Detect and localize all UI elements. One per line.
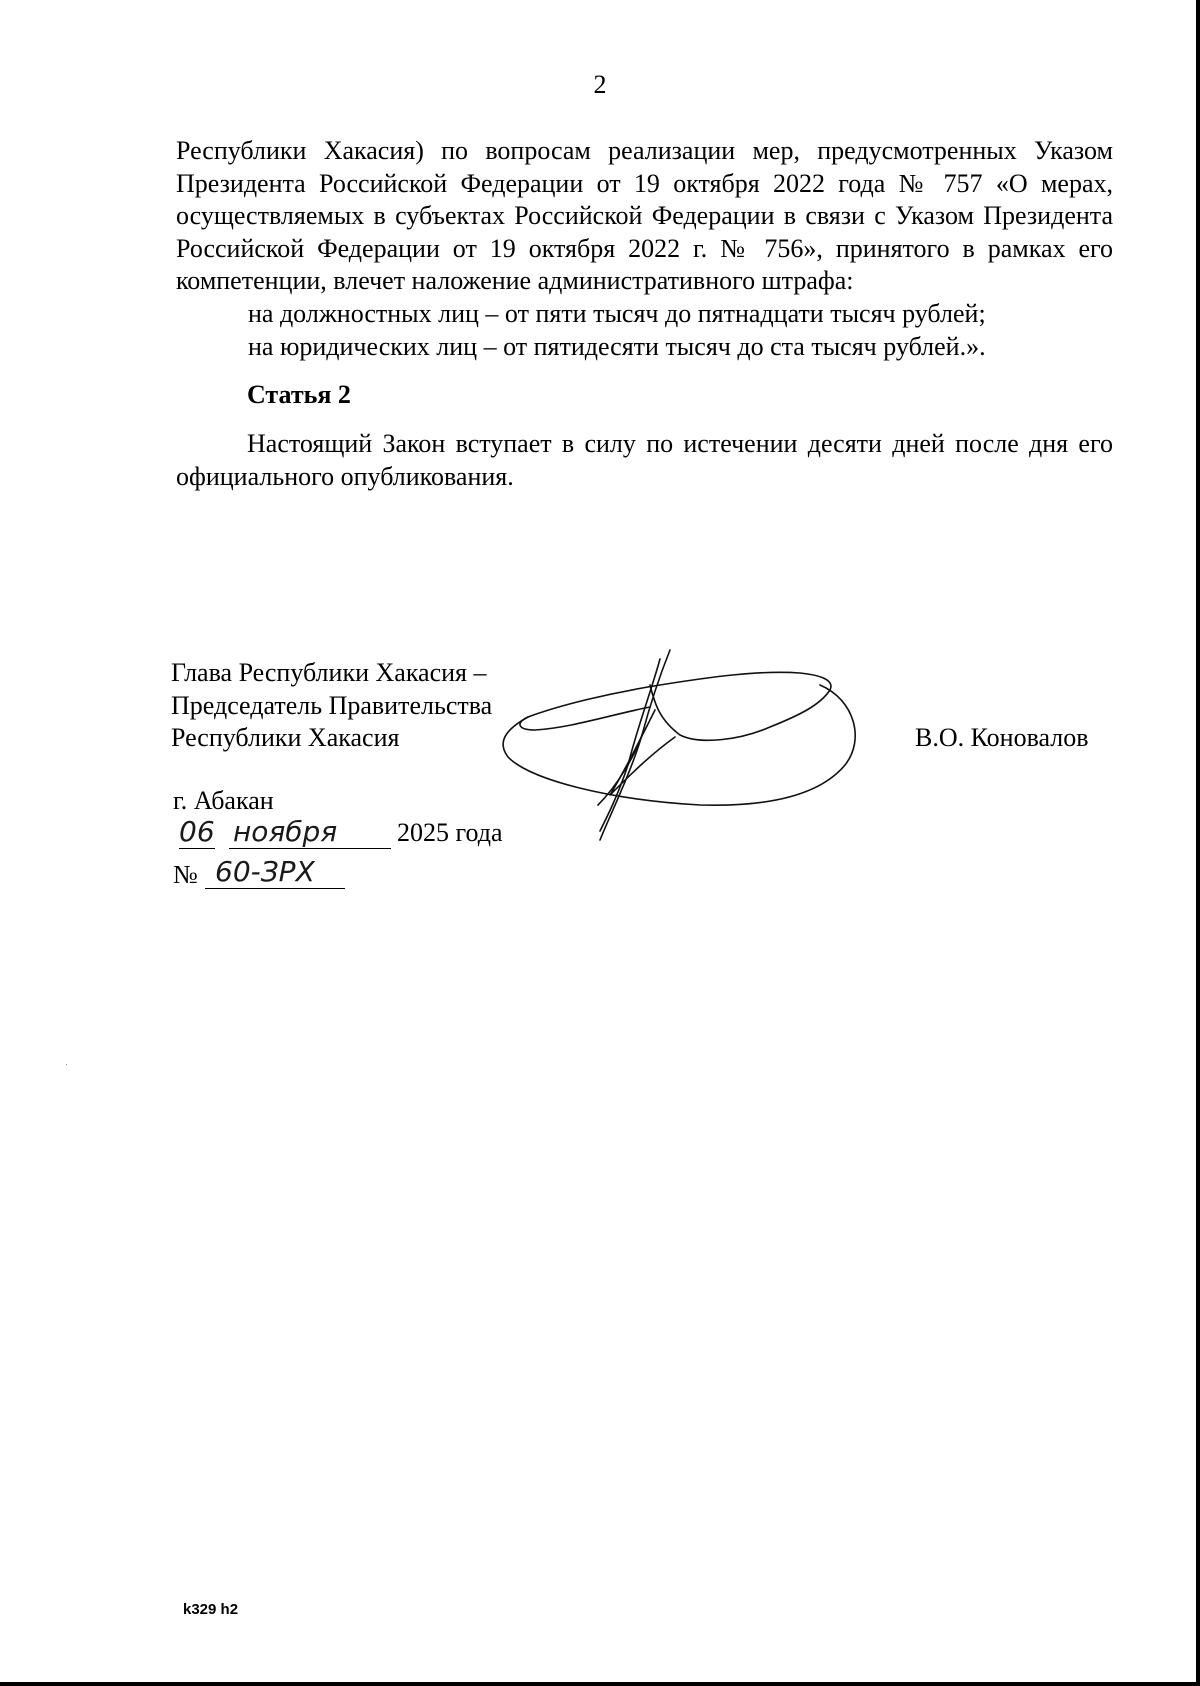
signatory-title xyxy=(171,657,492,755)
article-paragraph: Настоящий Закон вступает в силу по истечении десяти дней после дня его официального опубликования. xyxy=(176,429,1113,491)
law-text-continuation xyxy=(176,135,1113,363)
continuation-paragraph: Республики Хакасия) по вопросам реализации мер, предусмотренных Указом Президента Российской Федерации от 19 октября 2022 года № 757 «О мерах, осуществляемых в субъектах Российской Федерации в связи с Указом Президента Российской Федерации от 19 октября 2022 г. № 756», принятого в рамках его компетенции, влечет наложение административного штрафа: xyxy=(176,136,1113,296)
scan-speck xyxy=(66,1064,67,1065)
signing-place: г. Абакан xyxy=(173,786,274,815)
date-month: ноября xyxy=(229,816,391,849)
article-heading: Статья 2 xyxy=(247,380,351,409)
article-body xyxy=(176,428,1113,493)
number-value: 60-ЗРХ xyxy=(205,856,345,889)
signatory-name: В.О. Коновалов xyxy=(915,723,1089,752)
scan-edge-bottom xyxy=(0,1682,1200,1686)
signatory-title-line: Республики Хакасия xyxy=(171,723,400,753)
date-day: 06 xyxy=(179,815,215,848)
date-year: 2025 года xyxy=(397,818,503,847)
footer-code: k329 h2 xyxy=(183,1601,239,1618)
page-number: 2 xyxy=(593,70,607,99)
penalty-item-legal-entities: на юридических лиц – от пятидесяти тысяч до ста тысяч рублей.». xyxy=(248,331,986,361)
signatory-title-line: Председатель Правительства xyxy=(171,690,493,720)
handwritten-signature-icon xyxy=(500,645,880,855)
signatory-title-line: Глава Республики Хакасия – xyxy=(171,658,487,687)
penalty-item-officials: на должностных лиц – от пяти тысяч до пятнадцати тысяч рублей; xyxy=(248,298,986,328)
scan-edge-right xyxy=(1196,0,1200,1686)
number-sign: № xyxy=(173,860,198,889)
